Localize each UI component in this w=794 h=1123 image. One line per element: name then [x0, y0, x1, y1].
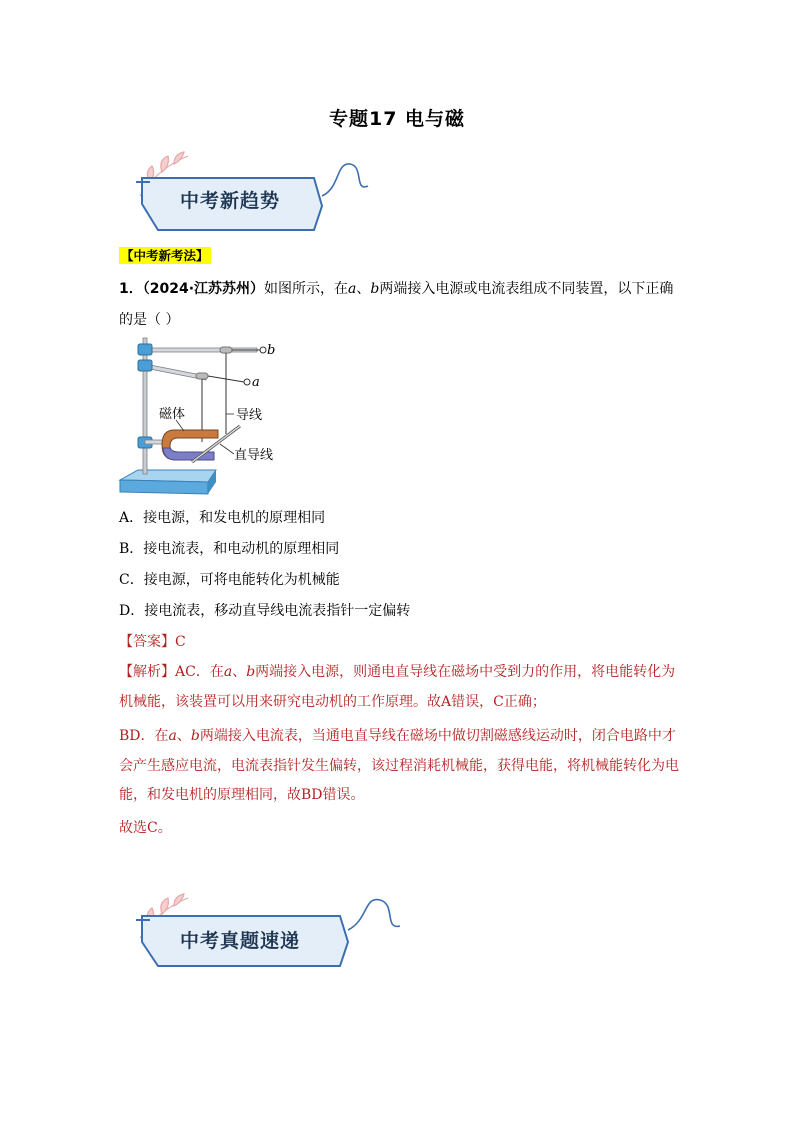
option-b: B．接电流表，和电动机的原理相同: [119, 541, 340, 557]
question-stem: [119, 274, 679, 336]
label-wire: 导线: [236, 408, 263, 423]
option-c: C．接电源，可将电能转化为机械能: [119, 572, 340, 588]
explanation-p2-start: BD．在: [119, 728, 169, 744]
answer: 【答案】C: [119, 634, 186, 650]
explanation-p1-start: 【解析】AC．在: [119, 664, 224, 680]
section-banner-trend: [118, 148, 418, 248]
swirl-decoration: [348, 900, 400, 930]
explanation-p1-var-a: a: [223, 664, 233, 680]
banner-title-trend: 中考新趋势: [180, 190, 281, 212]
option-a: A．接电源，和发电机的原理相同: [119, 510, 326, 526]
explanation-conclusion: 故选C。: [119, 820, 172, 836]
variable-a: a: [348, 281, 357, 297]
swirl-decoration: [322, 164, 368, 196]
variable-b: b: [370, 281, 380, 297]
label-a: a: [252, 375, 260, 390]
stem-text-end: 两端接入电源或电流表组成不同装置，以下正确的是（ ）: [119, 281, 674, 328]
explanation-p2-var-a: a: [168, 728, 177, 744]
question-number: 1．: [119, 281, 143, 297]
explanation-p1-text: 两端接入电源，则通电直导线在磁场中受到力的作用，将电能转化为机械能，该装置可以用来研究电动机的工作原理。故A错误，C正确；: [119, 664, 676, 710]
explanation-p1-var-b: b: [246, 664, 256, 680]
section-tag: 【中考新考法】: [121, 248, 209, 263]
explanation-p1-sep: 、: [232, 664, 247, 680]
section-banner-realexam: [118, 890, 418, 990]
label-straight-wire: 直导线: [234, 448, 274, 463]
stem-sep: 、: [356, 281, 371, 297]
page-title: 专题17 电与磁: [328, 108, 466, 130]
label-b: b: [267, 343, 276, 358]
question-source: （2024·江苏苏州）: [142, 281, 265, 297]
explanation-p1: [119, 658, 679, 717]
apparatus-figure: [116, 334, 296, 502]
banner-title-realexam: 中考真题速递: [180, 930, 301, 952]
explanation-p2-sep: 、: [176, 728, 191, 744]
option-d: D．接电流表，移动直导线电流表指针一定偏转: [119, 603, 411, 619]
label-magnet: 磁体: [159, 407, 186, 422]
explanation-p2-var-b: b: [190, 728, 200, 744]
apparatus-diagram: [116, 334, 296, 502]
explanation-p2-text: 两端接入电流表，当通电直导线在磁场中做切割磁感线运动时，闭合电路中才会产生感应电流，电流表指针发生偏转，该过程消耗机械能，获得电能，将机械能转化为电能，和发电机的原理相同，故BD错误。: [119, 728, 679, 803]
stem-text: 如图所示，在: [264, 281, 349, 297]
explanation-p2: [119, 722, 679, 811]
